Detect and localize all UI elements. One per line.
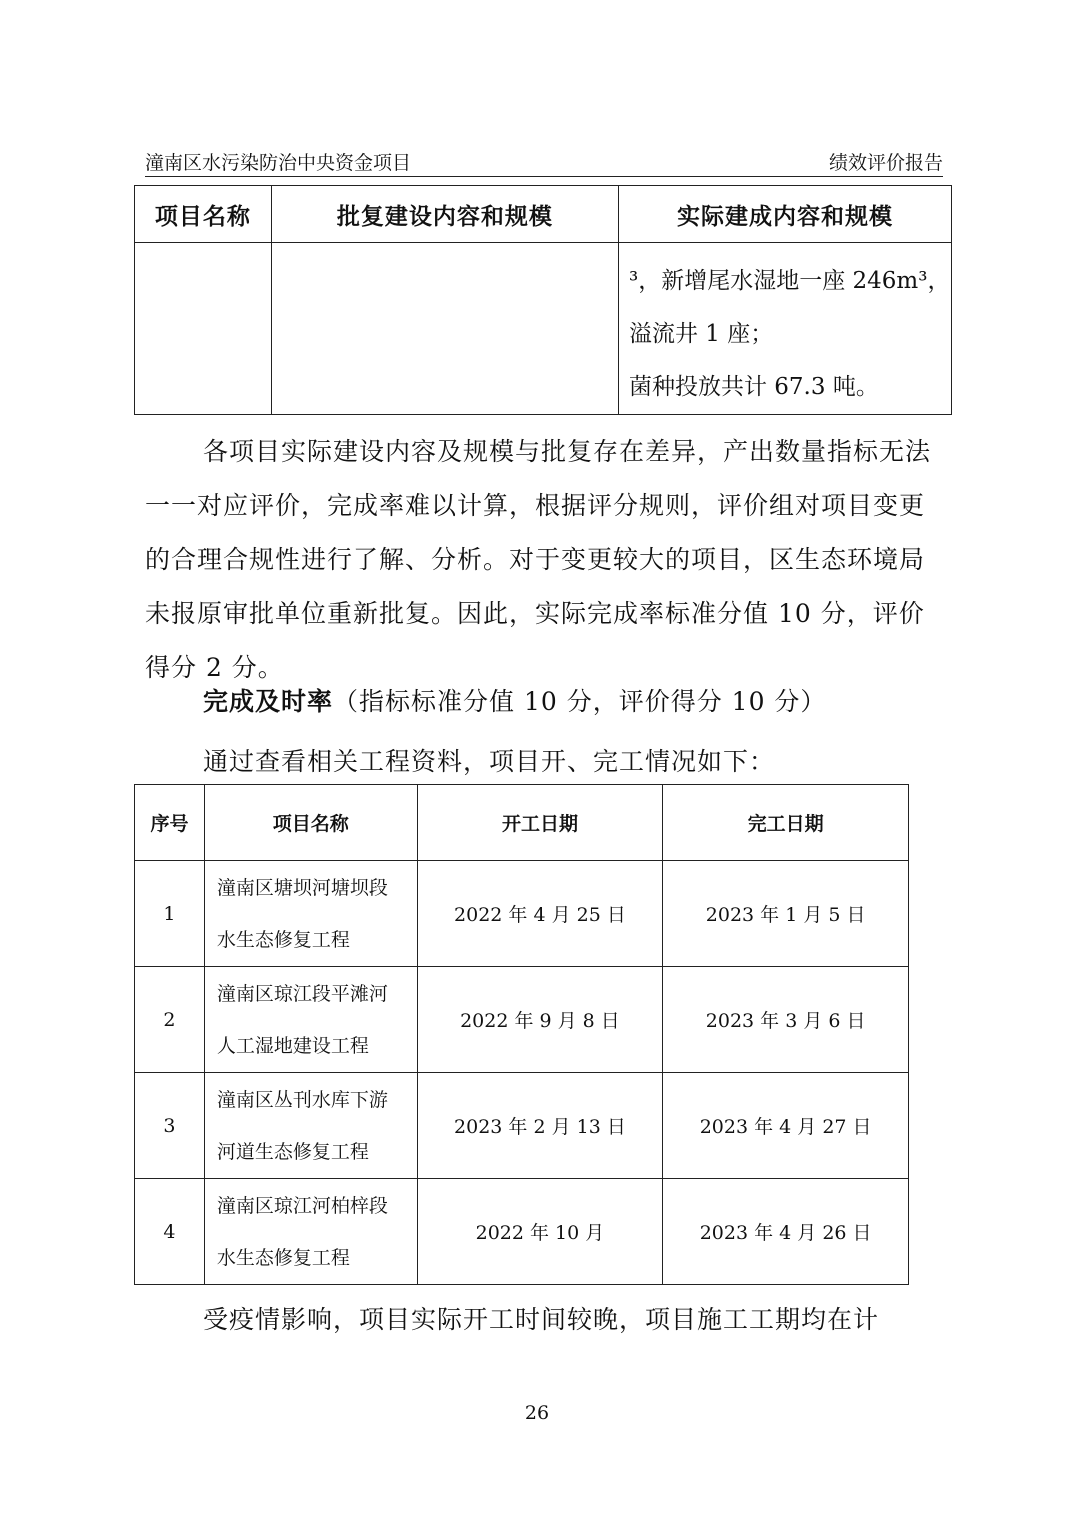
- cell-end-date: 2023 年 1 月 5 日: [663, 861, 909, 967]
- cell-project-name: [204, 1179, 417, 1285]
- section-score-note: （指标标准分值 10 分，评价得分 10 分）: [333, 687, 827, 716]
- header-report-title: 绩效评价报告: [828, 152, 943, 174]
- table-row: [135, 1179, 909, 1285]
- page-number: 26: [524, 1402, 550, 1424]
- cell-project-name: [135, 243, 272, 415]
- actual-scope-line: ³，新增尾水湿地一座 246m³，: [628, 268, 951, 294]
- cell-project-name: [204, 861, 417, 967]
- cell-seq: 2: [135, 967, 205, 1073]
- project-name-line: 河道生态修复工程: [216, 1140, 369, 1163]
- cell-seq: 1: [135, 861, 205, 967]
- header-seq: 序号: [135, 785, 205, 861]
- project-name-line: 潼南区塘坝河塘坝段: [216, 876, 388, 899]
- project-name-line: 水生态修复工程: [216, 1246, 350, 1269]
- header-project-name: 项目名称: [135, 186, 272, 243]
- table-row: [135, 967, 909, 1073]
- cell-approved-scope: [271, 243, 618, 415]
- header-actual-scope: 实际建成内容和规模: [618, 186, 951, 243]
- cell-project-name: [204, 1073, 417, 1179]
- cell-start-date: 2022 年 10 月: [417, 1179, 663, 1285]
- cell-end-date: 2023 年 3 月 6 日: [663, 967, 909, 1073]
- body-paragraph: 受疫情影响，项目实际开工时间较晚，项目施工工期均在计: [203, 1305, 880, 1334]
- cell-actual-scope: [618, 243, 951, 415]
- actual-scope-line: 菌种投放共计 67.3 吨。: [628, 374, 879, 400]
- header-start-date: 开工日期: [417, 785, 663, 861]
- table-header-row: [135, 785, 909, 861]
- actual-scope-line: 溢流井 1 座；: [628, 321, 774, 347]
- project-name-line: 潼南区丛刊水库下游: [216, 1088, 388, 1111]
- project-name-line: 人工湿地建设工程: [216, 1034, 369, 1057]
- header-end-date: 完工日期: [663, 785, 909, 861]
- header-project-name: 项目名称: [204, 785, 417, 861]
- table-row: [135, 1073, 909, 1179]
- cell-project-name: [204, 967, 417, 1073]
- header-approved-scope: 批复建设内容和规模: [271, 186, 618, 243]
- schedule-table: [134, 784, 909, 1285]
- cell-start-date: 2023 年 2 月 13 日: [417, 1073, 663, 1179]
- header-project-title: 潼南区水污染防治中央资金项目: [145, 152, 412, 174]
- table-row: [135, 861, 909, 967]
- body-paragraph: 通过查看相关工程资料，项目开、完工情况如下：: [203, 747, 776, 776]
- project-name-line: 水生态修复工程: [216, 928, 350, 951]
- scope-comparison-table: [134, 185, 952, 415]
- cell-start-date: 2022 年 9 月 8 日: [417, 967, 663, 1073]
- section-heading-paragraph: [203, 680, 1003, 724]
- table-header-row: [135, 186, 952, 243]
- project-name-line: 潼南区琼江河柏梓段: [216, 1194, 388, 1217]
- body-paragraph: 各项目实际建设内容及规模与批复存在差异，产出数量指标无法一一对应评价，完成率难以计算，根据评分规则，评价组对项目变更的合理合规性进行了解、分析。对于变更较大的项目，区生态环境局未报原审批单位重新批复。因此，实际完成率标准分值 10 分，评价得分 2 分。: [145, 437, 932, 682]
- project-name-line: 潼南区琼江段平滩河: [216, 982, 388, 1005]
- cell-seq: 3: [135, 1073, 205, 1179]
- cell-end-date: 2023 年 4 月 27 日: [663, 1073, 909, 1179]
- table-row: [135, 243, 952, 415]
- section-heading: 完成及时率: [203, 687, 334, 716]
- cell-end-date: 2023 年 4 月 26 日: [663, 1179, 909, 1285]
- cell-start-date: 2022 年 4 月 25 日: [417, 861, 663, 967]
- cell-seq: 4: [135, 1179, 205, 1285]
- page-header: [145, 146, 943, 177]
